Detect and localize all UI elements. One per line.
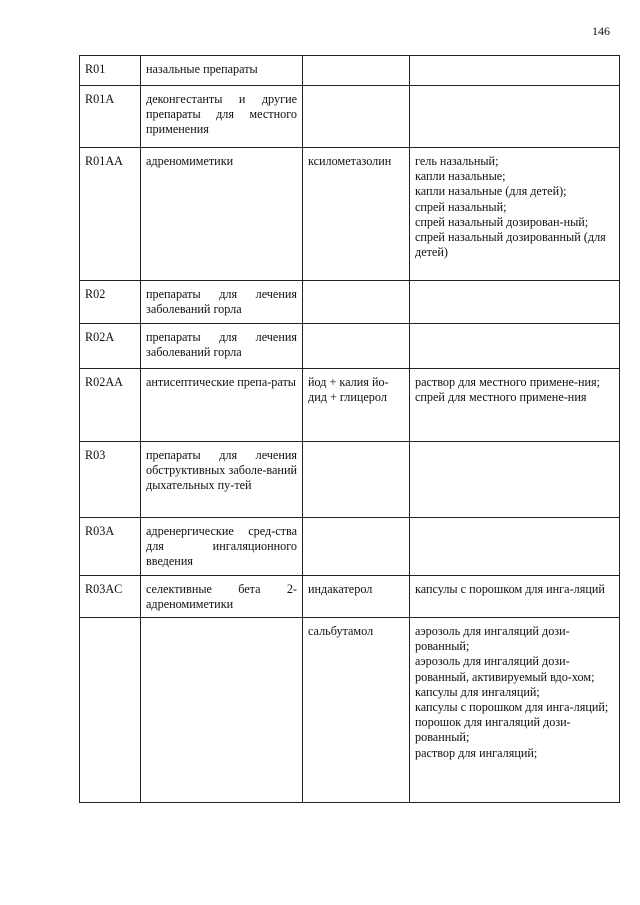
dosage-form-line: аэрозоль для ингаляций дози-рованный, активируемый вдо-хом; bbox=[415, 654, 595, 684]
pharmacological-group-cell: адренергические сред-ства для ингаляционного введения bbox=[141, 518, 303, 576]
pharmacological-group-cell: назальные препараты bbox=[141, 56, 303, 86]
pharmacological-group-cell bbox=[141, 618, 303, 803]
dosage-form-line: спрей назальный дозированный (для детей) bbox=[415, 230, 606, 260]
dosage-forms-cell bbox=[410, 86, 620, 148]
dosage-form-line: спрей назальный; bbox=[415, 199, 507, 214]
dosage-form-line: капли назальные (для детей); bbox=[415, 184, 567, 199]
drug-name-cell bbox=[303, 324, 410, 369]
table-body bbox=[80, 56, 620, 803]
dosage-forms-cell bbox=[410, 576, 620, 618]
table-row bbox=[80, 148, 620, 281]
pharmacological-group-cell: препараты для лечения заболеваний горла bbox=[141, 324, 303, 369]
dosage-form-line: капсулы с порошком для инга-ляций bbox=[415, 582, 605, 596]
drug-name-cell: ксилометазолин bbox=[303, 148, 410, 281]
dosage-form-line: раствор для ингаляций; bbox=[415, 745, 538, 760]
drug-classification-table bbox=[79, 55, 620, 803]
dosage-form-line: раствор для местного примене-ния; bbox=[415, 375, 600, 389]
table-row bbox=[80, 576, 620, 618]
atc-code-cell: R03AC bbox=[80, 576, 141, 618]
pharmacological-group-cell: адреномиметики bbox=[141, 148, 303, 281]
atc-code-cell: R01AA bbox=[80, 148, 141, 281]
pharmacological-group-cell: препараты для лечения обструктивных заболе-ваний дыхательных пу-тей bbox=[141, 442, 303, 518]
drug-name-cell bbox=[303, 86, 410, 148]
dosage-form-line: капсулы для ингаляций; bbox=[415, 684, 540, 699]
dosage-form-line: капли назальные; bbox=[415, 169, 506, 184]
drug-name-cell: индакатерол bbox=[303, 576, 410, 618]
table-row bbox=[80, 442, 620, 518]
dosage-form-line: спрей назальный дозирован-ный; bbox=[415, 214, 589, 229]
pharmacological-group-cell: антисептические препа-раты bbox=[141, 369, 303, 442]
table-row bbox=[80, 86, 620, 148]
table-row bbox=[80, 369, 620, 442]
pharmacological-group-cell: селективные бета 2-адреномиметики bbox=[141, 576, 303, 618]
dosage-forms-cell bbox=[410, 518, 620, 576]
page-number: 146 bbox=[592, 24, 610, 38]
table-row bbox=[80, 281, 620, 324]
drug-name-cell bbox=[303, 281, 410, 324]
dosage-forms-cell bbox=[410, 56, 620, 86]
dosage-form-line: порошок для ингаляций дози-рованный; bbox=[415, 715, 571, 745]
atc-code-cell: R02AA bbox=[80, 369, 141, 442]
table-row bbox=[80, 518, 620, 576]
dosage-forms-cell bbox=[410, 281, 620, 324]
pharmacological-group-cell: препараты для лечения заболеваний горла bbox=[141, 281, 303, 324]
table-row bbox=[80, 618, 620, 803]
atc-code-cell: R02A bbox=[80, 324, 141, 369]
table-row bbox=[80, 324, 620, 369]
dosage-form-line: спрей для местного примене-ния bbox=[415, 390, 587, 405]
drug-name-cell bbox=[303, 518, 410, 576]
drug-name-cell bbox=[303, 56, 410, 86]
dosage-forms-cell bbox=[410, 618, 620, 803]
atc-code-cell bbox=[80, 618, 141, 803]
drug-name-cell bbox=[303, 442, 410, 518]
dosage-forms-cell bbox=[410, 148, 620, 281]
atc-code-cell: R01 bbox=[80, 56, 141, 86]
pharmacological-group-cell: деконгестанты и другие препараты для местного применения bbox=[141, 86, 303, 148]
atc-code-cell: R03A bbox=[80, 518, 141, 576]
drug-name-cell: сальбутамол bbox=[303, 618, 410, 803]
dosage-form-line: аэрозоль для ингаляций дози-рованный; bbox=[415, 624, 570, 654]
atc-code-cell: R01A bbox=[80, 86, 141, 148]
atc-code-cell: R02 bbox=[80, 281, 141, 324]
dosage-forms-cell bbox=[410, 442, 620, 518]
atc-code-cell: R03 bbox=[80, 442, 141, 518]
drug-name-cell: йод + калия йо-дид + глицерол bbox=[303, 369, 410, 442]
table-row bbox=[80, 56, 620, 86]
dosage-form-line: капсулы с порошком для инга-ляций; bbox=[415, 700, 609, 715]
dosage-forms-cell bbox=[410, 324, 620, 369]
dosage-form-line: гель назальный; bbox=[415, 154, 499, 168]
dosage-forms-cell bbox=[410, 369, 620, 442]
